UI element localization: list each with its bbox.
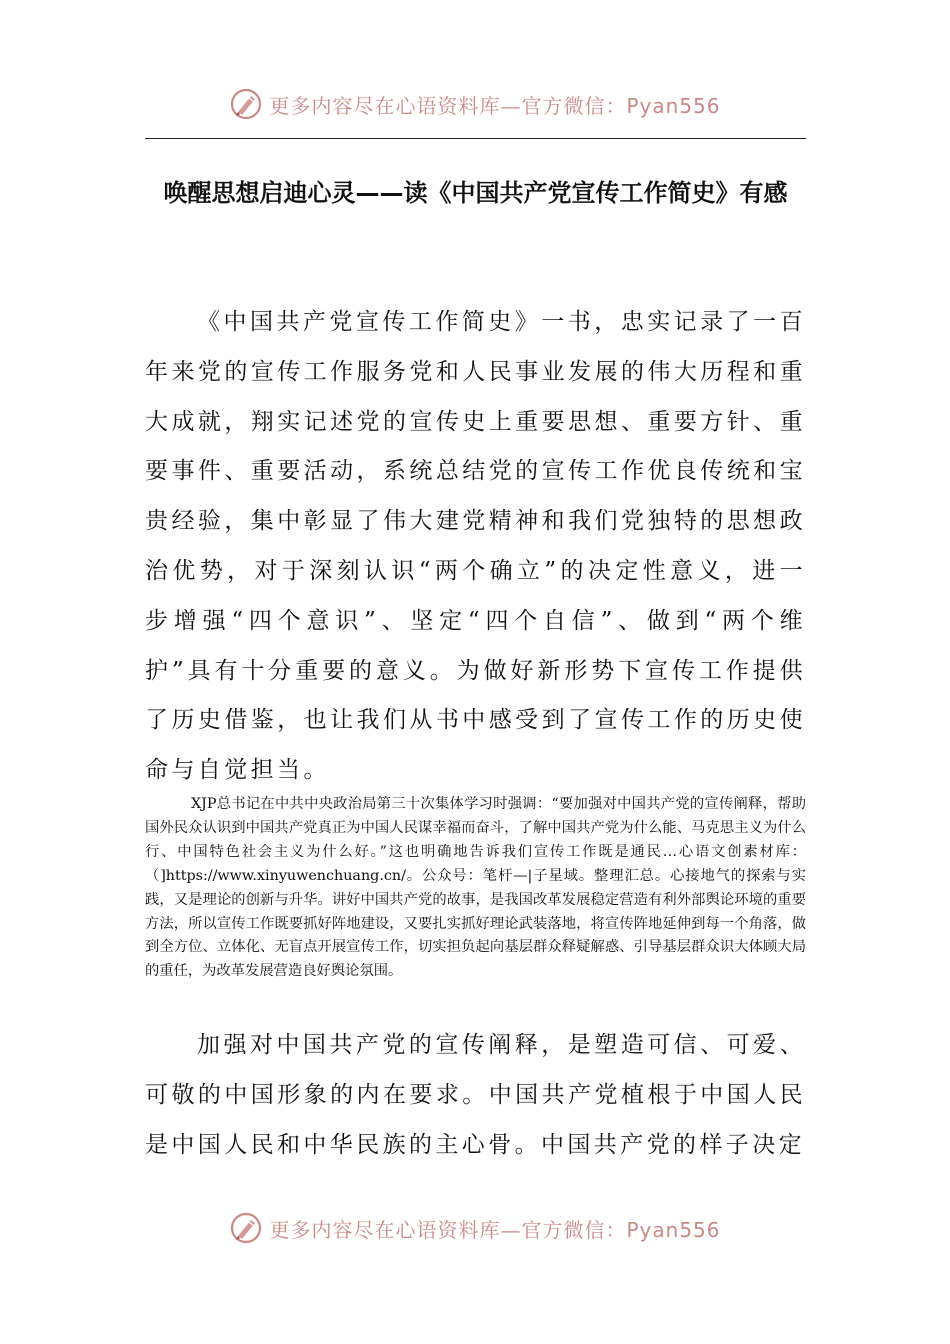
footer-banner-wechat-id: Pyan556	[626, 1217, 721, 1242]
footer-banner-text: 更多内容尽在心语资料库—官方微信：Pyan556	[269, 1217, 721, 1242]
header-banner	[0, 84, 950, 124]
pen-nib-logo-icon	[229, 1211, 263, 1245]
header-banner-wechat-id: Pyan556	[626, 93, 721, 118]
body-paragraph-1: 《中国共产党宣传工作简史》一书，忠实记录了一百年来党的宣传工作服务党和人民事业发展的伟大历程和重大成就，翔实记述党的宣传史上重要思想、重要方针、重要事件、重要活动，系统总结党的宣传工作优良传统和宝贵经验，集中彰显了伟大建党精神和我们党独特的思想政治优势，对于深刻认识“两个确立”的决定性意义，进一步增强“四个意识”、坚定“四个自信”、做到“两个维护”具有十分重要的意义。为做好新形势下宣传工作提供了历史借鉴，也让我们从书中感受到了宣传工作的历史使命与自觉担当。	[145, 309, 806, 784]
pen-nib-logo-icon	[229, 87, 263, 121]
header-divider	[145, 138, 806, 139]
footer-banner	[0, 1208, 950, 1248]
document-title: 唤醒思想启迪心灵——读《中国共产党宣传工作简史》有感	[163, 179, 788, 207]
body-paragraph-2: XJP总书记在中共中央政治局第三十次集体学习时强调：“要加强对中国共产党的宣传阐释，帮助国外民众认识到中国共产党真正为中国人民谋幸福而奋斗，了解中国共产党为什么能、马克思主义为什么行、中国特色社会主义为什么好。”这也明确地告诉我们宣传工作既是通民…心语文创素材库：（]https://www.xinyuwenchuang.cn/。公众号：笔杆—|子星域。整理汇总。心接地气的探索与实践，又是理论的创新与升华。讲好中国共产党的故事，是我国改革发展稳定营造有利外部舆论环境的重要方法，所以宣传工作既要抓好阵地建设，又要扎实抓好理论武装落地，将宣传阵地延伸到每一个角落，做到全方位、立体化、无盲点开展宣传工作，切实担负起向基层群众释疑解惑、引导基层群众识大体顾大局的重任，为改革发展营造良好舆论氛围。	[145, 796, 806, 980]
header-banner-text: 更多内容尽在心语资料库—官方微信：Pyan556	[269, 93, 721, 118]
body-paragraph-3: 加强对中国共产党的宣传阐释，是塑造可信、可爱、可敬的中国形象的内在要求。中国共产党植根于中国人民是中国人民和中华民族的主心骨。中国共产党的样子决定	[145, 1032, 806, 1158]
